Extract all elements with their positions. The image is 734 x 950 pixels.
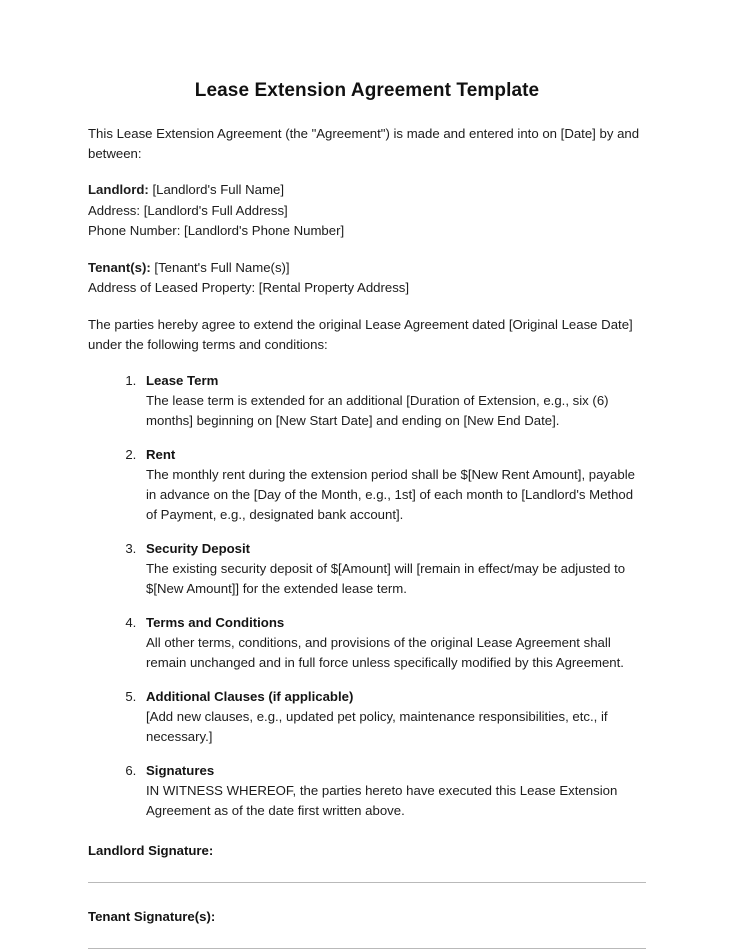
landlord-signature-block bbox=[88, 843, 646, 883]
list-item bbox=[140, 761, 646, 821]
clause-body: [Add new clauses, e.g., updated pet policy, maintenance responsibilities, etc., if necessary.] bbox=[146, 708, 608, 744]
tenant-label: Tenant(s): bbox=[88, 259, 151, 275]
landlord-signature-line[interactable] bbox=[88, 882, 646, 883]
clause-body: The monthly rent during the extension period shall be $[New Rent Amount], payable in advance on the [Day of the Month, e.g., 1st] of each month to [Landlord's Method of Payment, e.g., designated bank account]. bbox=[146, 466, 635, 522]
clause-body: The existing security deposit of $[Amount] will [remain in effect/may be adjusted to $[New Amount]] for the extended lease term. bbox=[146, 560, 626, 596]
list-item bbox=[140, 371, 646, 431]
clause-title: 6. Signatures bbox=[146, 762, 215, 778]
list-item bbox=[140, 613, 646, 673]
clause-title: 1. Lease Term bbox=[146, 372, 219, 388]
clause-title: 2. Rent bbox=[146, 446, 176, 462]
landlord-phone-line: Phone Number: [Landlord's Phone Number] bbox=[88, 223, 345, 238]
list-item bbox=[140, 687, 646, 747]
list-item bbox=[140, 445, 646, 525]
clause-title: 5. Additional Clauses (if applicable) bbox=[146, 688, 354, 704]
landlord-name-value: [Landlord's Full Name] bbox=[148, 182, 284, 197]
landlord-label: Landlord: bbox=[88, 182, 149, 197]
intro-paragraph: This Lease Extension Agreement (the "Agreement") is made and entered into on [Date] by and between: bbox=[88, 126, 640, 161]
tenant-name-line bbox=[88, 258, 646, 279]
agreement-statement: The parties hereby agree to extend the original Lease Agreement dated [Original Lease Date] under the following terms and conditions: bbox=[88, 316, 633, 352]
leased-property-address-line: Address of Leased Property: [Rental Property Address] bbox=[88, 280, 410, 295]
clause-body: IN WITNESS WHEREOF, the parties hereto have executed this Lease Extension Agreement as of the date first written above. bbox=[146, 782, 618, 818]
landlord-info-block bbox=[88, 180, 646, 242]
clause-title: 3. Security Deposit bbox=[146, 540, 251, 556]
tenant-signature-block bbox=[88, 909, 646, 949]
clause-body: All other terms, conditions, and provisions of the original Lease Agreement shall remain unchanged and in full force unless specifically modified by this Agreement. bbox=[146, 634, 624, 670]
tenant-signature-label: Tenant Signature(s): bbox=[88, 908, 216, 924]
landlord-signature-label: Landlord Signature: bbox=[88, 842, 214, 858]
tenant-signature-line[interactable] bbox=[88, 948, 646, 949]
tenant-info-block bbox=[88, 258, 646, 299]
clause-body: The lease term is extended for an additional [Duration of Extension, e.g., six (6) months] beginning on [New Start Date] and ending on [New End Date]. bbox=[146, 392, 609, 428]
list-item bbox=[140, 539, 646, 599]
clause-title: 4. Terms and Conditions bbox=[146, 614, 285, 630]
landlord-address-line: Address: [Landlord's Full Address] bbox=[88, 202, 288, 218]
page-title: Lease Extension Agreement Template bbox=[194, 80, 540, 101]
landlord-name-line bbox=[88, 180, 646, 201]
tenant-name-value: [Tenant's Full Name(s)] bbox=[150, 259, 290, 275]
clause-list bbox=[88, 371, 646, 821]
